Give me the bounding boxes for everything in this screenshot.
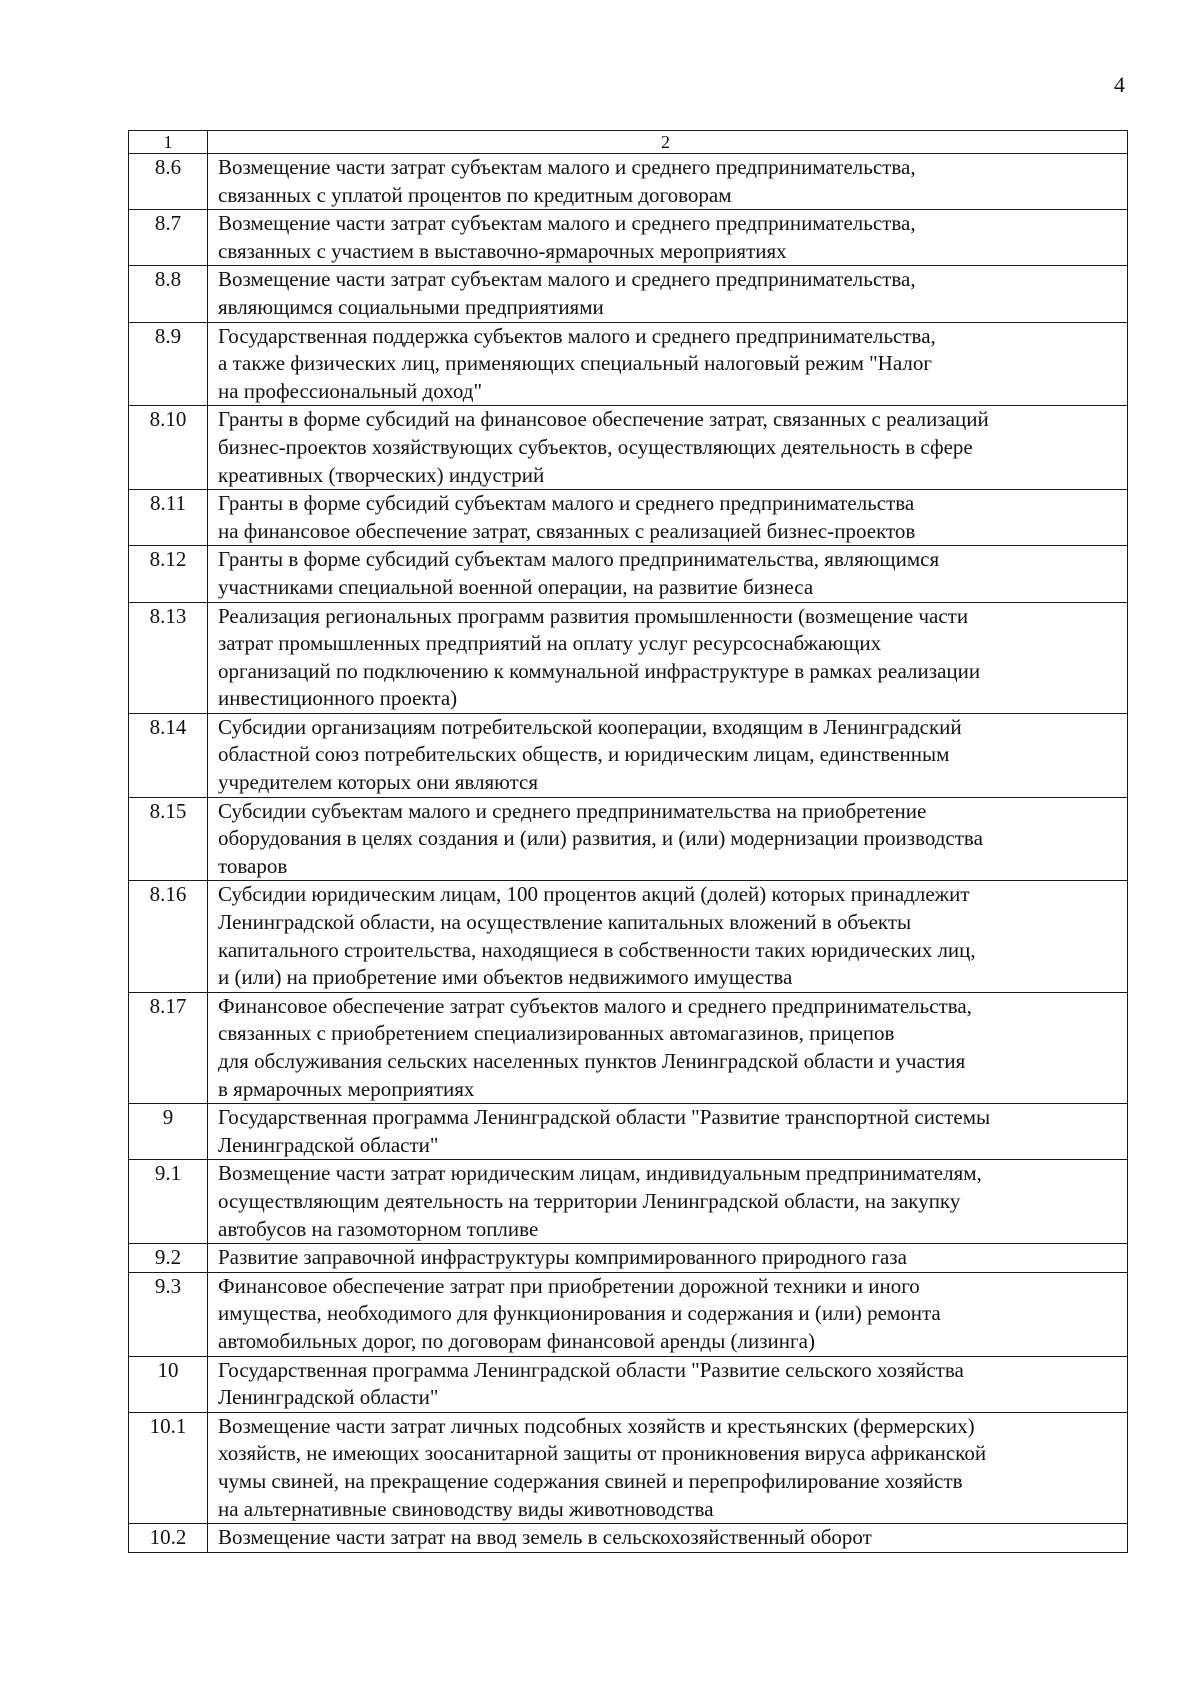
description-line: Возмещение части затрат субъектам малого и среднего предпринимательства, <box>218 267 916 292</box>
table-row <box>129 266 1128 322</box>
row-description <box>208 1160 1128 1244</box>
row-description <box>208 546 1128 602</box>
description-line: в ярмарочных мероприятиях <box>218 1076 475 1101</box>
description-line: на финансовое обеспечение затрат, связанных с реализацией бизнес-проектов <box>218 518 916 543</box>
description-line: автобусов на газомоторном топливе <box>218 1216 539 1241</box>
description-line: организаций по подключению к коммунальной инфраструктуре в рамках реализации <box>218 658 981 683</box>
description-line: Государственная программа Ленинградской области "Развитие транспортной системы <box>218 1105 991 1130</box>
row-description <box>208 322 1128 406</box>
description-line: Субсидии субъектам малого и среднего предпринимательства на приобретение <box>218 798 927 823</box>
table-row <box>129 210 1128 266</box>
table-row <box>129 406 1128 490</box>
description-line: Ленинградской области, на осуществление капитальных вложений в объекты <box>218 910 912 935</box>
description-line: Возмещение части затрат субъектам малого и среднего предпринимательства, <box>218 211 916 236</box>
row-description <box>208 1244 1128 1273</box>
row-number: 8.8 <box>129 266 208 322</box>
description-line: Государственная поддержка субъектов малого и среднего предпринимательства, <box>218 323 936 348</box>
description-line: Финансовое обеспечение затрат субъектов малого и среднего предпринимательства, <box>218 993 972 1018</box>
table-row <box>129 546 1128 602</box>
description-line: связанных с участием в выставочно-ярмарочных мероприятиях <box>218 238 787 263</box>
row-description <box>208 1524 1128 1553</box>
row-description <box>208 1272 1128 1356</box>
description-line: оборудования в целях создания и (или) развития, и (или) модернизации производства <box>218 826 983 851</box>
description-line: креативных (творческих) индустрий <box>218 462 545 487</box>
row-description <box>208 490 1128 546</box>
measures-table <box>128 130 1128 1553</box>
row-description <box>208 1356 1128 1412</box>
row-number: 8.12 <box>129 546 208 602</box>
row-description <box>208 210 1128 266</box>
description-line: хозяйств, не имеющих зоосанитарной защиты от проникновения вируса африканской <box>218 1441 987 1466</box>
row-number: 8.13 <box>129 602 208 713</box>
description-line: являющимся социальными предприятиями <box>218 294 604 319</box>
table-row <box>129 1524 1128 1553</box>
row-number: 10.2 <box>129 1524 208 1553</box>
table-row <box>129 1104 1128 1160</box>
description-line: капитального строительства, находящиеся в собственности таких юридических лиц, <box>218 937 976 962</box>
table-row <box>129 992 1128 1103</box>
row-number: 8.16 <box>129 881 208 992</box>
row-number: 8.11 <box>129 490 208 546</box>
description-line: товаров <box>218 853 288 878</box>
row-description <box>208 881 1128 992</box>
row-number: 9.2 <box>129 1244 208 1273</box>
row-description <box>208 1412 1128 1523</box>
description-line: Возмещение части затрат субъектам малого и среднего предпринимательства, <box>218 155 916 179</box>
header-col-2: 2 <box>208 131 1128 154</box>
row-number: 10.1 <box>129 1412 208 1523</box>
description-line: Гранты в форме субсидий субъектам малого и среднего предпринимательства <box>218 491 915 516</box>
description-line: учредителем которых они являются <box>218 770 538 795</box>
description-line: Возмещение части затрат на ввод земель в сельскохозяйственный оборот <box>218 1525 872 1550</box>
description-line: участниками специальной военной операции, на развитие бизнеса <box>218 574 814 599</box>
page-number: 4 <box>1114 72 1125 97</box>
table-header-row <box>129 131 1128 154</box>
row-description <box>208 154 1128 210</box>
row-description <box>208 602 1128 713</box>
row-number: 8.6 <box>129 154 208 210</box>
description-line: на профессиональный доход" <box>218 378 483 403</box>
description-line: Гранты в форме субсидий на финансовое обеспечение затрат, связанных с реализаций <box>218 407 989 432</box>
row-description <box>208 266 1128 322</box>
header-col-1: 1 <box>129 131 208 154</box>
row-number: 8.10 <box>129 406 208 490</box>
description-line: Возмещение части затрат личных подсобных хозяйств и крестьянских (фермерских) <box>218 1413 975 1438</box>
description-line: инвестиционного проекта) <box>218 686 458 711</box>
description-line: связанных с уплатой процентов по кредитным договорам <box>218 182 732 207</box>
row-number: 8.17 <box>129 992 208 1103</box>
description-line: имущества, необходимого для функционирования и содержания и (или) ремонта <box>218 1301 941 1326</box>
description-line: областной союз потребительских обществ, и юридическим лицам, единственным <box>218 742 950 767</box>
row-number: 8.7 <box>129 210 208 266</box>
row-number: 10 <box>129 1356 208 1412</box>
description-line: Ленинградской области" <box>218 1132 439 1157</box>
table-row <box>129 1412 1128 1523</box>
row-description <box>208 992 1128 1103</box>
table-row <box>129 881 1128 992</box>
description-line: связанных с приобретением специализированных автомагазинов, прицепов <box>218 1021 895 1046</box>
table-row <box>129 490 1128 546</box>
row-description <box>208 713 1128 797</box>
description-line: осуществляющим деятельность на территории Ленинградской области, на закупку <box>218 1188 961 1213</box>
description-line: на альтернативные свиноводству виды животноводства <box>218 1496 714 1521</box>
row-description <box>208 797 1128 881</box>
description-line: и (или) на приобретение ими объектов недвижимого имущества <box>218 965 793 990</box>
row-number: 9 <box>129 1104 208 1160</box>
description-line: Ленинградской области" <box>218 1385 439 1410</box>
description-line: автомобильных дорог, по договорам финансовой аренды (лизинга) <box>218 1328 815 1353</box>
description-line: Развитие заправочной инфраструктуры компримированного природного газа <box>218 1245 907 1270</box>
description-line: а также физических лиц, применяющих специальный налоговый режим "Налог <box>218 351 932 376</box>
row-number: 8.15 <box>129 797 208 881</box>
row-number: 9.3 <box>129 1272 208 1356</box>
table-row <box>129 713 1128 797</box>
description-line: для обслуживания сельских населенных пунктов Ленинградской области и участия <box>218 1049 966 1073</box>
table-row <box>129 1272 1128 1356</box>
table-row <box>129 1356 1128 1412</box>
description-line: Субсидии юридическим лицам, 100 процентов акций (долей) которых принадлежит <box>218 882 970 907</box>
row-description <box>208 1104 1128 1160</box>
description-line: Гранты в форме субсидий субъектам малого предпринимательства, являющимся <box>218 547 940 572</box>
description-line: бизнес-проектов хозяйствующих субъектов, осуществляющих деятельность в сфере <box>218 434 973 459</box>
table-row <box>129 1244 1128 1273</box>
row-description <box>208 406 1128 490</box>
description-line: затрат промышленных предприятий на оплату услуг ресурсоснабжающих <box>218 631 882 656</box>
description-line: чумы свиней, на прекращение содержания свиней и перепрофилирование хозяйств <box>218 1468 963 1493</box>
description-line: Субсидии организациям потребительской кооперации, входящим в Ленинградский <box>218 714 962 739</box>
row-number: 8.9 <box>129 322 208 406</box>
description-line: Возмещение части затрат юридическим лицам, индивидуальным предпринимателям, <box>218 1161 982 1186</box>
description-line: Финансовое обеспечение затрат при приобретении дорожной техники и иного <box>218 1273 920 1298</box>
description-line: Государственная программа Ленинградской области "Развитие сельского хозяйства <box>218 1357 964 1382</box>
table-row <box>129 154 1128 210</box>
table-row <box>129 322 1128 406</box>
row-number: 8.14 <box>129 713 208 797</box>
row-number: 9.1 <box>129 1160 208 1244</box>
table-row <box>129 602 1128 713</box>
description-line: Реализация региональных программ развития промышленности (возмещение части <box>218 603 969 628</box>
table-row <box>129 797 1128 881</box>
table-row <box>129 1160 1128 1244</box>
